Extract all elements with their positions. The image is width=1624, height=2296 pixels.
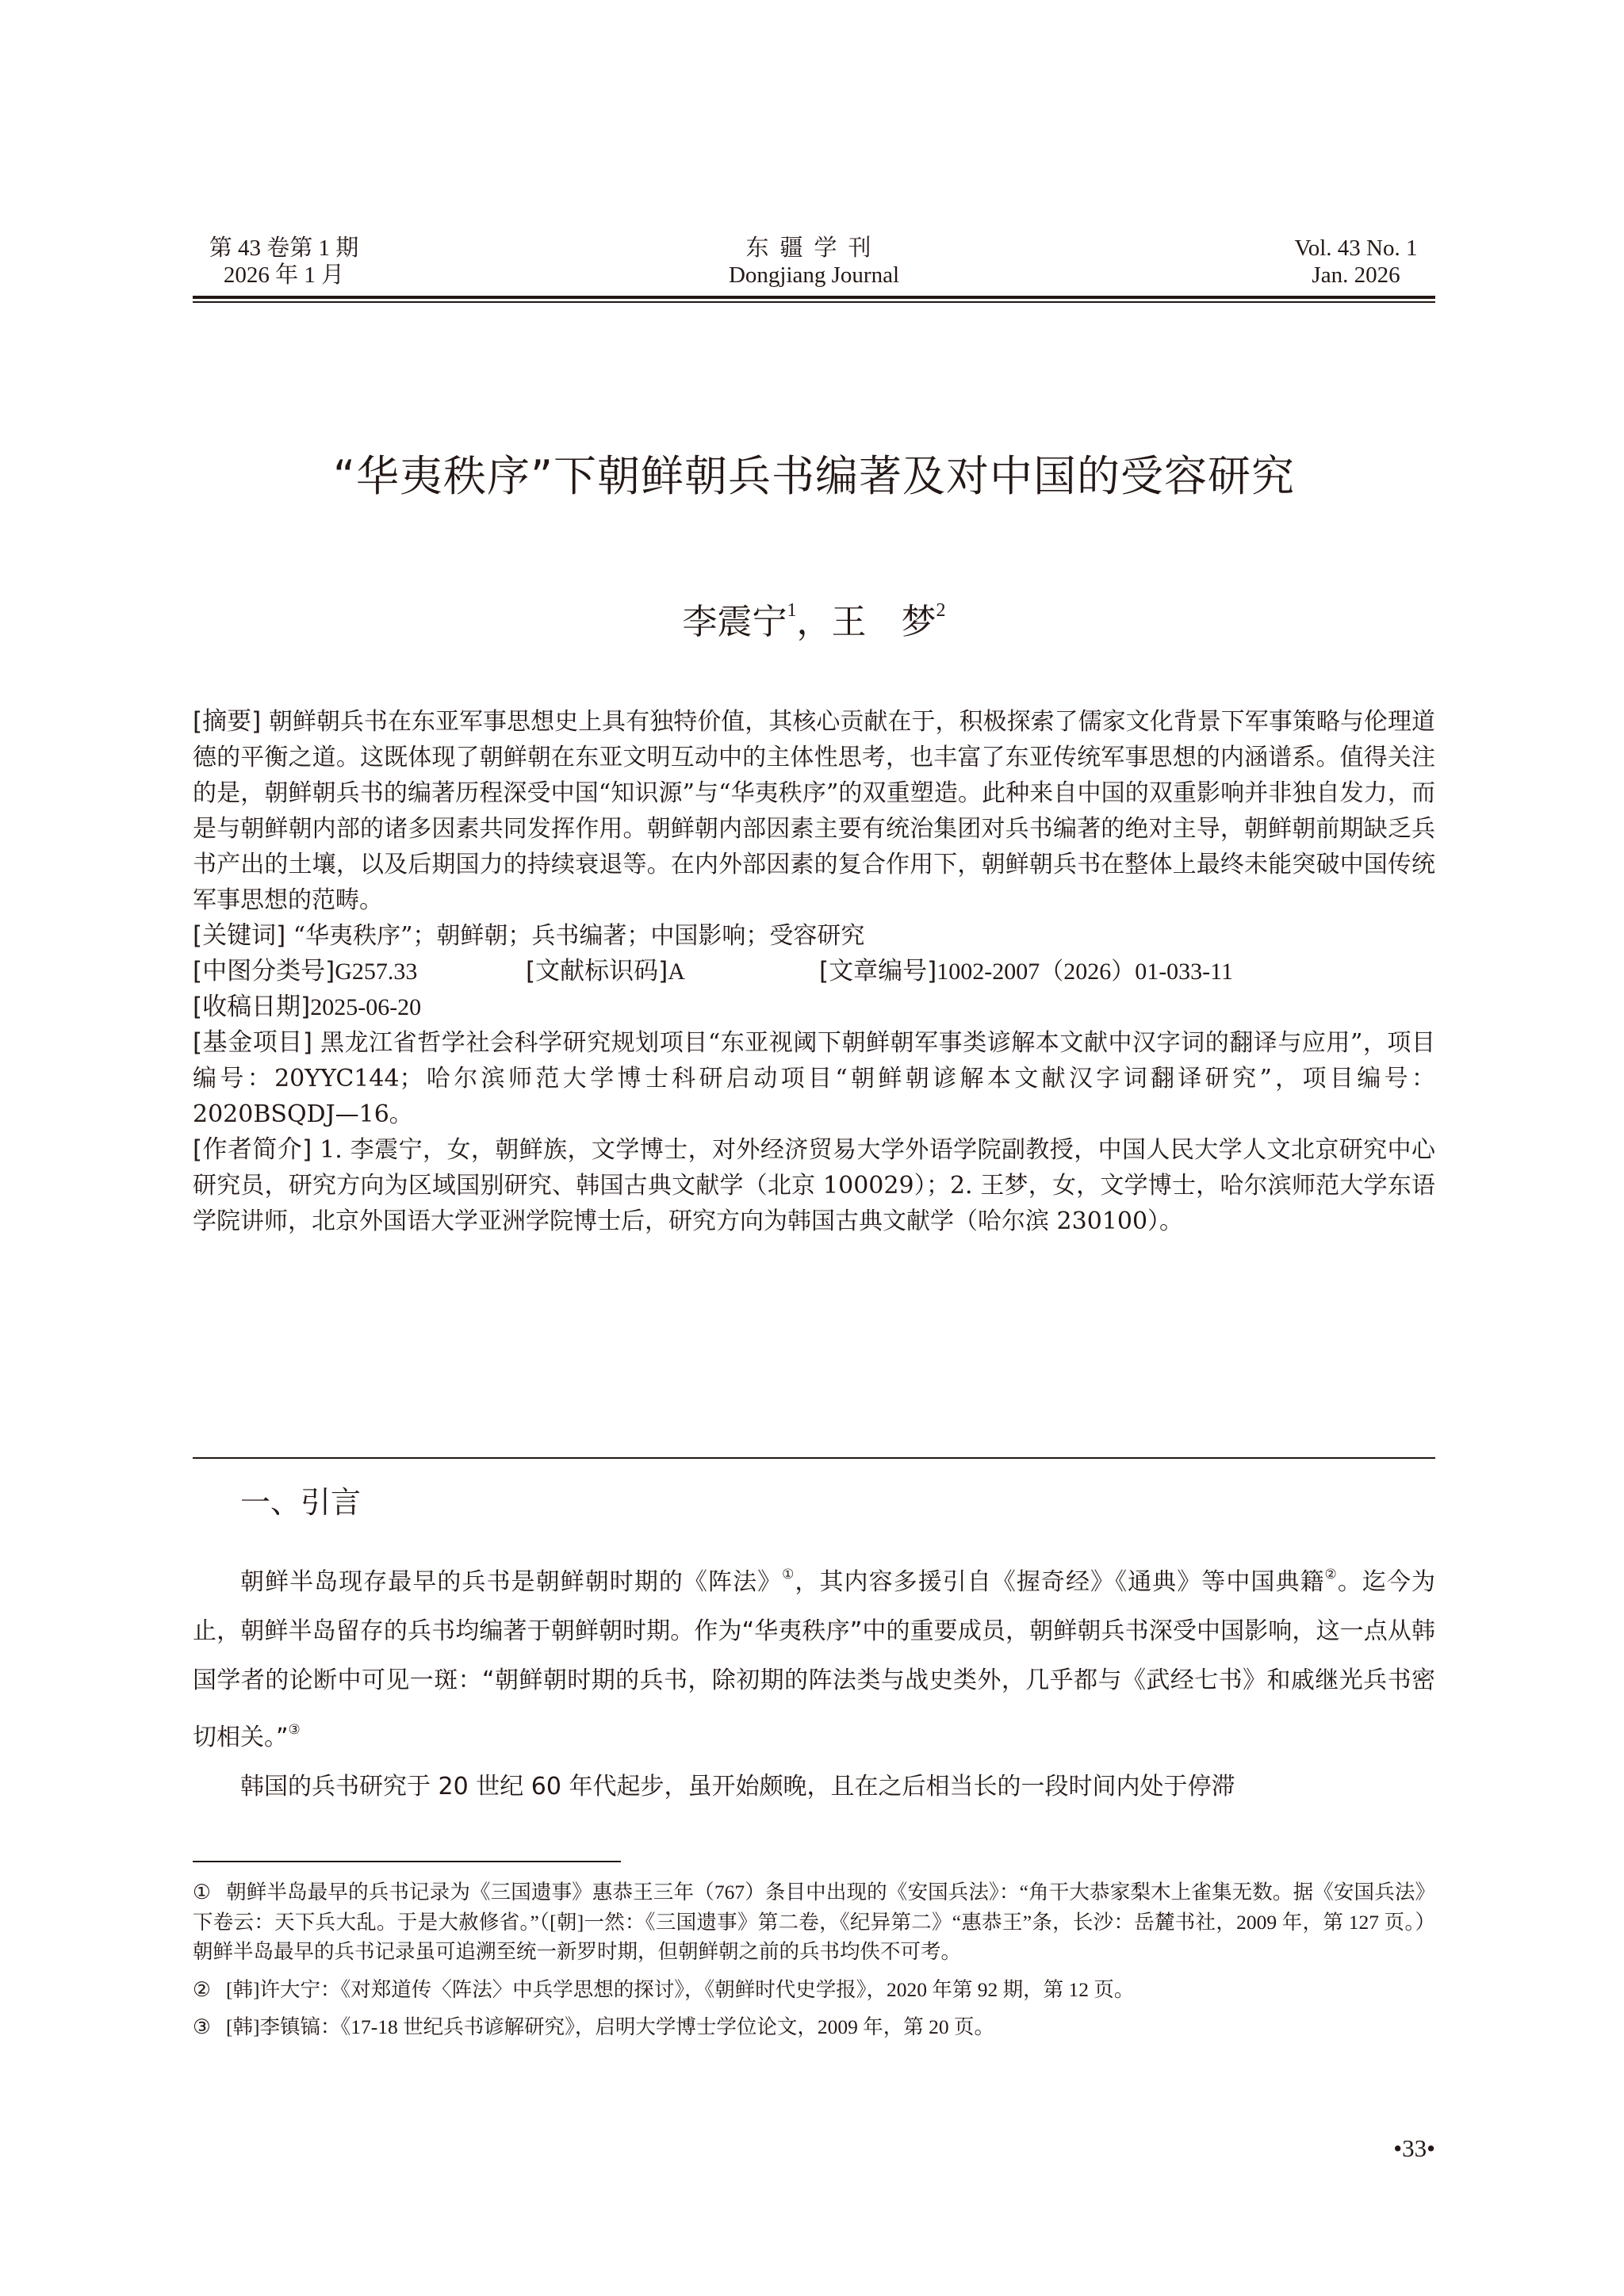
article-metadata [193,704,1435,1239]
footnote-ref[interactable]: ② [1324,1567,1338,1582]
header-volume-cn: 第 43 卷第 1 期 [209,235,359,261]
paragraph-text: 朝鲜半岛现存最早的兵书是朝鲜朝时期的《阵法》 [240,1568,783,1596]
footnote [193,1975,1435,2005]
fund-label: [基金项目] [193,1028,312,1057]
running-header [193,235,1435,289]
article-no-field [819,954,1233,989]
keywords-label: [关键词] [193,921,286,950]
page-number: •33• [1393,2134,1435,2162]
header-double-rule [193,296,1435,304]
abstract-label: [摘要] [193,707,262,736]
footnote-divider [193,1861,621,1862]
clc-field [193,954,526,989]
received-date [193,989,1435,1025]
paragraph [193,1762,1435,1812]
bio-text: 1. 李震宁，女，朝鲜族，文学博士，对外经济贸易大学外语学院副教授，中国人民大学人文北京研究中心研究员，研究方向为区域国别研究、韩国古典文献学（北京 100029）；2. 王梦，女，文学博士，哈尔滨师范大学东语学院讲师，北京外国语大学亚洲学院博士后，研究方向为韩国古典文献学（哈尔滨 230100）。 [193,1136,1435,1235]
article-title: “华夷秩序”下朝鲜朝兵书编著及对中国的受容研究 [333,451,1295,501]
header-rule-thin [193,301,1435,303]
header-volume-en: Vol. 43 No. 1 [1294,235,1418,261]
paragraph-text: ，其内容多援引自《握奇经》《通典》等中国典籍 [795,1568,1325,1596]
body-text [193,1550,1435,1812]
footnotes [193,1877,1435,2050]
header-rule-thick [193,296,1435,299]
paragraph-text: 。迄今为止，朝鲜半岛留存的兵书均编著于朝鲜朝时期。作为“华夷秩序”中的重要成员，朝鲜朝兵书深受中国影响，这一点从韩国学者的论断中可见一斑：“朝鲜朝时期的兵书，除初期的阵法类与战史类外，几乎都与《武经七书》和戚继光兵书密切相关。” [193,1568,1435,1751]
article-no-label: [文章编号] [819,957,937,985]
footnote-mark: ③ [193,2015,211,2038]
footnote-ref[interactable]: ① [782,1567,795,1582]
paragraph [193,1550,1435,1762]
metadata-divider [193,1457,1435,1459]
paragraph-text: 韩国的兵书研究于 20 世纪 60 年代起步，虽开始颇晚，且在之后相当长的一段时间内处于停滞 [240,1773,1235,1800]
keywords-text: “华夷秩序”；朝鲜朝；兵书编著；中国影响；受容研究 [293,922,865,950]
received-label: [收稿日期] [193,993,311,1021]
keywords [193,918,1435,954]
classification-row [193,954,1435,989]
footnote [193,1877,1435,1967]
journal-name-cn: 东疆学刊 [745,235,883,261]
header-date-en: Jan. 2026 [1312,262,1400,288]
fund [193,1025,1435,1132]
doc-code-label: [文献标识码] [526,957,668,985]
footnote-mark: ② [193,1977,211,2001]
doc-code-value: A [668,959,685,985]
section-heading: 一、引言 [240,1485,362,1520]
footnote-text: [韩]李镇镐：《17-18 世纪兵书谚解研究》，启明大学博士学位论文，2009 年，第 20 页。 [226,2015,994,2038]
footnote-text: [韩]许大宁：《对郑道传〈阵法〉中兵学思想的探讨》，《朝鲜时代史学报》，2020 年第 92 期，第 12 页。 [226,1977,1135,2001]
header-date-cn: 2026 年 1 月 [223,262,345,288]
header-issue-en [1277,235,1435,289]
abstract-text: 朝鲜朝兵书在东亚军事思想史上具有独特价值，其核心贡献在于，积极探索了儒家文化背景下军事策略与伦理道德的平衡之道。这既体现了朝鲜朝在东亚文明互动中的主体性思考，也丰富了东亚传统军事思想的内涵谱系。值得关注的是，朝鲜朝兵书的编著历程深受中国“知识源”与“华夷秩序”的双重塑造。此种来自中国的双重影响并非独自发力，而是与朝鲜朝内部的诸多因素共同发挥作用。朝鲜朝内部因素主要有统治集团对兵书编著的绝对主导，朝鲜朝前期缺乏兵书产出的土壤，以及后期国力的持续衰退等。在内外部因素的复合作用下，朝鲜朝兵书在整体上最终未能突破中国传统军事思想的范畴。 [193,708,1435,914]
doc-code-field [526,954,819,989]
author-separator: ， [796,602,832,642]
journal-name-en: Dongjiang Journal [728,262,900,288]
clc-value: G257.33 [335,959,418,985]
received-value: 2025-06-20 [310,994,422,1020]
bio-label: [作者简介] [193,1135,312,1164]
footnote [193,2012,1435,2042]
footnote-mark: ① [193,1881,211,1904]
header-journal [193,235,1435,289]
author-affiliation-mark: 1 [787,600,797,621]
abstract [193,704,1435,918]
footnote-text: 朝鲜半岛最早的兵书记录为《三国遗事》惠恭王三年（767）条目中出现的《安国兵法》：“角干大恭家梨木上雀集无数。据《安国兵法》下卷云：天下兵大乱。于是大赦修省。”（[朝]一然：《三国遗事》第二卷，《纪异第二》“惠恭王”条，长沙：岳麓书社，2009 年，第 127 页。）朝鲜半岛最早的兵书记录虽可追溯至统一新罗时期，但朝鲜朝之前的兵书均佚不可考。 [193,1881,1435,1963]
author-bio [193,1132,1435,1239]
footnote-ref[interactable]: ③ [288,1722,301,1738]
clc-label: [中图分类号] [193,957,335,985]
author-name: 王 梦 [831,602,936,642]
author-affiliation-mark: 2 [936,600,946,621]
fund-text: 黑龙江省哲学社会科学研究规划项目“东亚视阈下朝鲜朝军事类谚解本文献中汉字词的翻译与应用”，项目编号：20YYC144；哈尔滨师范大学博士科研启动项目“朝鲜朝谚解本文献汉字词翻译研究”，项目编号：2020BSQDJ—16。 [193,1029,1435,1128]
article-authors [193,587,1435,646]
author-name: 李震宁 [682,602,787,642]
article-no-value: 1002-2007（2026）01-033-11 [936,959,1234,985]
